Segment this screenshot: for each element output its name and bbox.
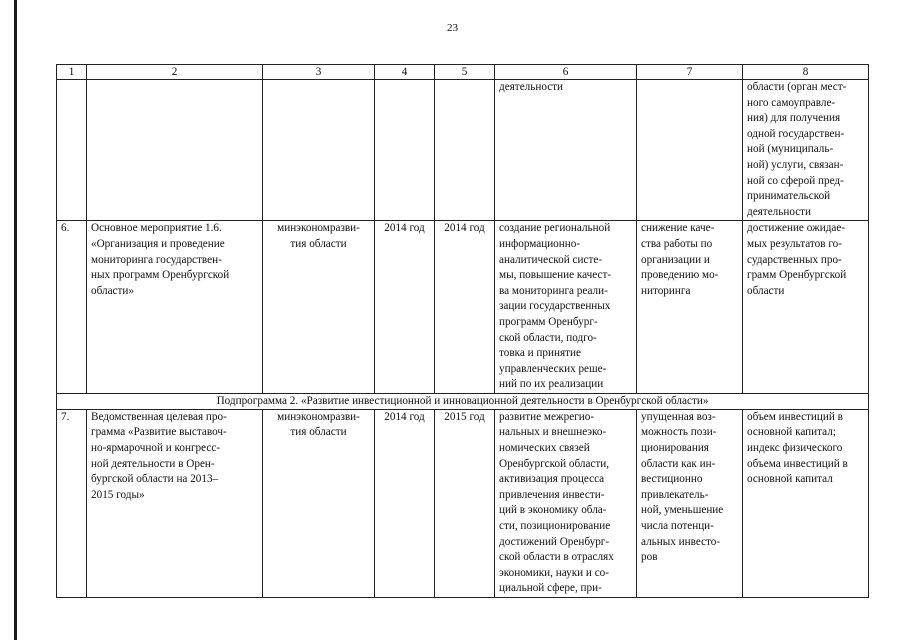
cell-num: 6.	[57, 221, 87, 394]
text-line: области (орган мест-	[747, 81, 847, 93]
cell-start: 2014 год	[375, 221, 435, 394]
text-line: индекс физического	[747, 442, 843, 455]
text-line: проведению мо-	[641, 269, 719, 282]
header-cell: 5	[435, 65, 495, 80]
text-line: программ Оренбург-	[499, 315, 598, 328]
header-row	[57, 65, 869, 80]
text-line: можность пози-	[641, 426, 717, 439]
header-cell: 8	[743, 65, 869, 80]
page-number: 23	[447, 22, 458, 34]
text-line: деятельности	[499, 81, 564, 93]
text-line: привлечения инвести-	[499, 488, 605, 501]
text-line: мых результатов го-	[747, 237, 842, 250]
text-line: ных программ Оренбургской	[91, 269, 230, 282]
header-cell: 7	[637, 65, 743, 80]
text-line: ров	[641, 551, 658, 564]
cell-consequences	[637, 221, 743, 394]
text-line: ной со сферой пред-	[747, 174, 844, 187]
header-cell: 6	[495, 65, 637, 80]
page-edge-bar	[14, 0, 17, 640]
cell-executor	[263, 221, 375, 394]
text-line: минэкономразви-	[277, 410, 360, 423]
text-line: нальных и внешнеэко-	[499, 426, 607, 439]
text-line: принимательской	[747, 190, 831, 203]
text-line: ской области, подго-	[499, 331, 597, 344]
cell-indicator	[743, 80, 869, 221]
text-line: Ведомственная целевая про-	[91, 410, 227, 423]
text-line: альных инвесто-	[641, 535, 721, 548]
text-line: управленческих реше-	[499, 362, 607, 375]
cell-result	[495, 409, 637, 597]
text-line: «Организация и проведение	[91, 237, 225, 250]
header-cell: 3	[263, 65, 375, 80]
text-line: но-ярмарочной и конгресс-	[91, 442, 221, 455]
text-line: ва мониторинга реали-	[499, 284, 608, 297]
text-line: одной государствен-	[747, 127, 845, 140]
cell-measure	[87, 80, 263, 221]
text-line: ционирования	[641, 442, 709, 455]
text-line: организации и	[641, 253, 710, 266]
text-line: упущенная воз-	[641, 410, 716, 423]
text-line: числа потенци-	[641, 520, 714, 533]
text-line: ной, уменьшение	[641, 504, 724, 517]
table-row-continued	[57, 80, 869, 221]
text-line: создание региональной	[499, 222, 611, 235]
text-line: Основное мероприятие 1.6.	[91, 222, 222, 235]
text-line: сти, позиционирование	[499, 520, 611, 533]
cell-end: 2014 год	[435, 221, 495, 394]
text-line: сударственных про-	[747, 253, 842, 266]
text-line: мы, повышение качест-	[499, 269, 612, 282]
text-line: Оренбургской области,	[499, 457, 610, 470]
subprogram-title: Подпрограмма 2. «Развитие инвестиционной и инновационной деятельности в Оренбургской области»	[57, 393, 869, 409]
header-cell: 4	[375, 65, 435, 80]
text-line: развитие межрегио-	[499, 410, 595, 423]
text-line: объема инвестиций в	[747, 457, 848, 470]
text-line: области	[747, 284, 785, 297]
text-line: информационно-	[499, 237, 581, 250]
measures-table	[56, 64, 869, 598]
text-line: мониторинга государствен-	[91, 253, 222, 266]
text-line: экономики, науки и со-	[499, 566, 609, 579]
text-line: грамма «Развитие выставоч-	[91, 426, 227, 439]
cell-result	[495, 221, 637, 394]
text-line: минэкономразви-	[277, 222, 360, 235]
text-line: тия области	[290, 426, 347, 439]
cell-measure	[87, 221, 263, 394]
text-line: объем инвестиций в	[747, 410, 843, 423]
text-line: деятельности	[747, 205, 812, 218]
text-line: привлекатель-	[641, 488, 709, 501]
cell-consequences	[637, 80, 743, 221]
text-line: ций в экономику обла-	[499, 504, 607, 517]
text-line: грамм Оренбургской	[747, 269, 847, 282]
text-line: достижение ожидае-	[747, 222, 846, 235]
text-line: основной капитал;	[747, 426, 836, 439]
text-line: зации государственных	[499, 300, 611, 313]
header-cell: 2	[87, 65, 263, 80]
text-line: номических связей	[499, 442, 590, 455]
cell-start: 2014 год	[375, 409, 435, 597]
cell-num	[57, 80, 87, 221]
text-line: активизация процесса	[499, 473, 605, 486]
text-line: ния) для получения	[747, 112, 841, 125]
text-line: аналитической систе-	[499, 253, 603, 266]
cell-start	[375, 80, 435, 221]
text-line: циальной сфере, при-	[499, 582, 602, 595]
text-line: ниторинга	[641, 284, 691, 297]
text-line: 2015 годы»	[91, 488, 145, 501]
cell-executor	[263, 409, 375, 597]
text-line: тия области	[290, 237, 347, 250]
table-row-6	[57, 221, 869, 394]
text-line: снижение каче-	[641, 222, 715, 235]
text-line: ства работы по	[641, 237, 713, 250]
text-line: ной) услуги, связан-	[747, 158, 844, 171]
header-cell: 1	[57, 65, 87, 80]
cell-indicator	[743, 409, 869, 597]
cell-measure	[87, 409, 263, 597]
cell-num: 7.	[57, 409, 87, 597]
text-line: достижений Оренбург-	[499, 535, 610, 548]
text-line: ной (муниципаль-	[747, 143, 834, 156]
text-line: бургской области на 2013–	[91, 473, 219, 486]
cell-result	[495, 80, 637, 221]
text-line: товка и принятие	[499, 347, 581, 360]
text-line: вестиционно	[641, 473, 703, 486]
text-line: основной капитал	[747, 473, 833, 486]
text-line: области»	[91, 284, 134, 297]
text-line: ного самоуправле-	[747, 96, 836, 109]
cell-end	[435, 80, 495, 221]
cell-end: 2015 год	[435, 409, 495, 597]
text-line: области как ин-	[641, 457, 716, 470]
text-line: ной деятельности в Орен-	[91, 457, 215, 470]
table-row-7	[57, 409, 869, 597]
cell-indicator	[743, 221, 869, 394]
text-line: ской области в отраслях	[499, 551, 614, 564]
cell-consequences	[637, 409, 743, 597]
cell-executor	[263, 80, 375, 221]
subprogram-row	[57, 393, 869, 409]
text-line: ний по их реализации	[499, 378, 604, 391]
